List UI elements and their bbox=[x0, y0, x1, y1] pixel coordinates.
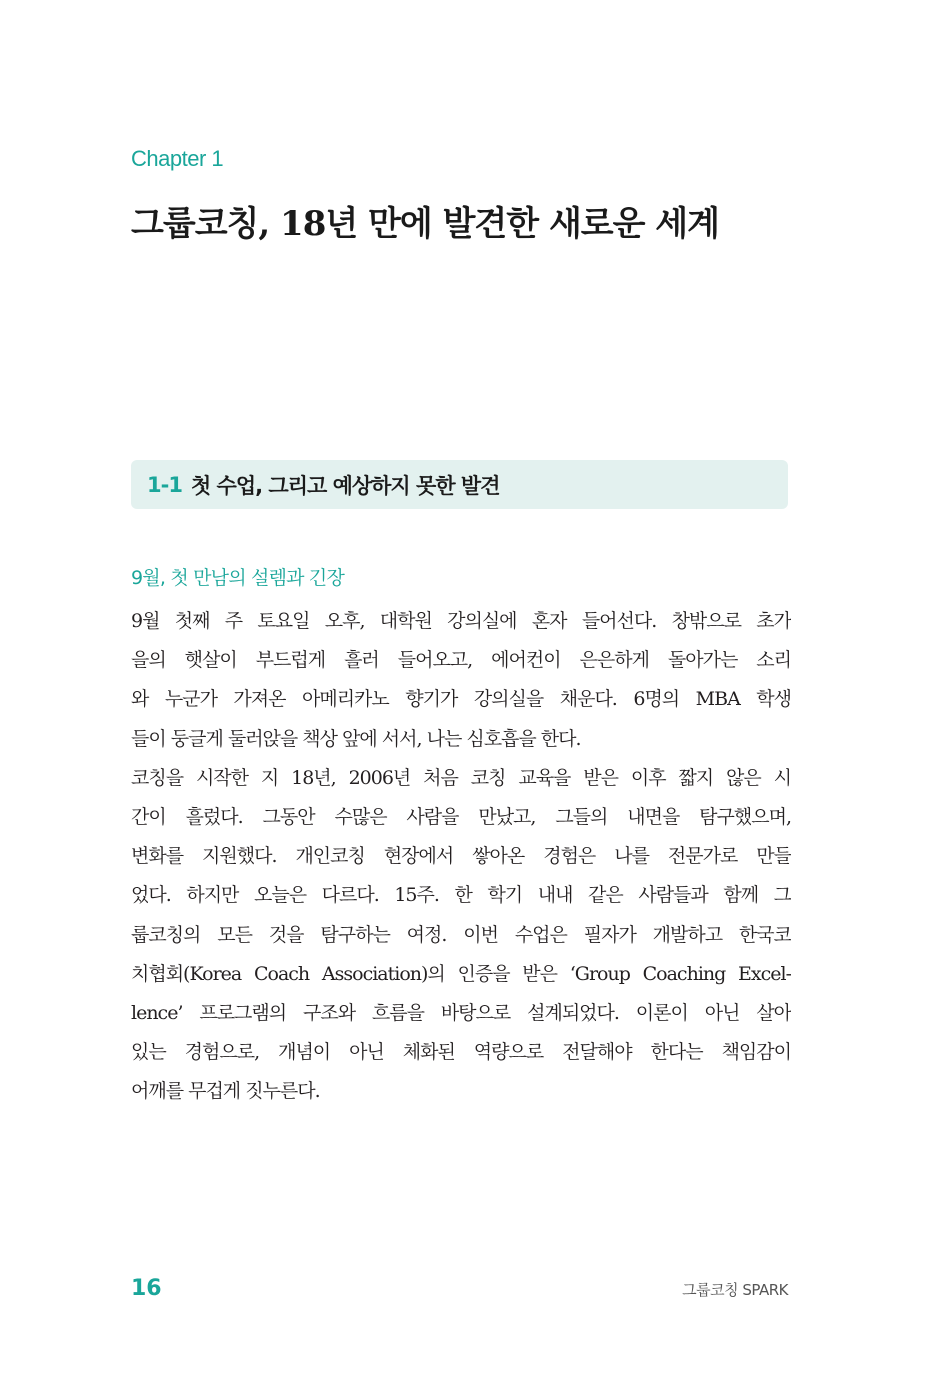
body-line: 어깨를 무겁게 짓누른다. bbox=[131, 1080, 320, 1103]
body-line: 간이 흘렀다. 그동안 수많은 사람을 만났고, 그들의 내면을 탐구했으며, bbox=[131, 805, 791, 828]
page-number: 16 bbox=[131, 1276, 162, 1301]
body-line: 변화를 지원했다. 개인코칭 현장에서 쌓아온 경험은 나를 전문가로 만들 bbox=[131, 845, 791, 868]
body-line: lence’ 프로그램의 구조와 흐름을 바탕으로 설계되었다. 이론이 아닌 살아 bbox=[131, 1001, 791, 1024]
body-line: 있는 경험으로, 개념이 아닌 체화된 역량으로 전달해야 한다는 책임감이 bbox=[131, 1041, 791, 1064]
chapter-title: 그룹코칭, 18년 만에 발견한 새로운 세계 bbox=[131, 204, 719, 244]
running-footer-title: 그룹코칭 SPARK bbox=[682, 1281, 788, 1299]
section-number: 1-1 bbox=[147, 472, 182, 497]
body-line: 들이 둥글게 둘러앉을 책상 앞에 서서, 나는 심호흡을 한다. bbox=[131, 727, 581, 750]
subheading: 9월, 첫 만남의 설렘과 긴장 bbox=[131, 567, 345, 589]
body-line: 와 누군가 가져온 아메리카노 향기가 강의실을 채운다. 6명의 MBA 학생 bbox=[131, 688, 791, 711]
body-line: 을의 햇살이 부드럽게 흘러 들어오고, 에어컨이 은은하게 돌아가는 소리 bbox=[131, 649, 791, 672]
body-line: 룹코칭의 모든 것을 탐구하는 여정. 이번 수업은 필자가 개발하고 한국코 bbox=[131, 923, 791, 946]
body-line: 9월 첫째 주 토요일 오후, 대학원 강의실에 혼자 들어선다. 창밖으로 초가 bbox=[131, 610, 791, 632]
chapter-label: Chapter 1 bbox=[131, 146, 224, 171]
body-text bbox=[131, 602, 791, 1111]
body-line: 었다. 하지만 오늘은 다르다. 15주. 한 학기 내내 같은 사람들과 함께 그 bbox=[131, 884, 791, 907]
section-title: 첫 수업, 그리고 예상하지 못한 발견 bbox=[190, 473, 500, 498]
body-line: 코칭을 시작한 지 18년, 2006년 처음 코칭 교육을 받은 이후 짧지 않은 시 bbox=[131, 766, 791, 789]
body-line: 치협회(Korea Coach Association)의 인증을 받은 ‘Group Coaching Excel- bbox=[131, 962, 791, 985]
section-heading-box bbox=[131, 460, 788, 509]
